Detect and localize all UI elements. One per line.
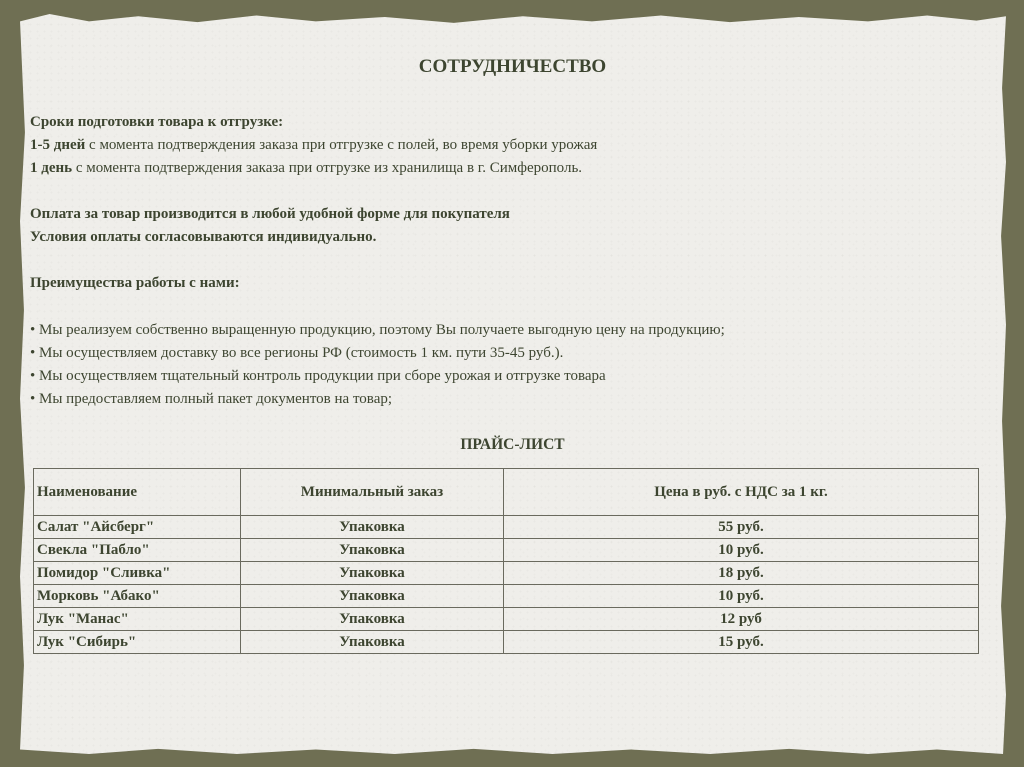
table-row <box>34 631 979 654</box>
price: 10 руб. <box>504 585 979 608</box>
min-order: Упаковка <box>241 539 504 562</box>
product-name: Морковь "Абако" <box>34 585 241 608</box>
product-name: Лук "Сибирь" <box>34 631 241 654</box>
min-order: Упаковка <box>241 608 504 631</box>
terms-item-1 <box>30 137 597 154</box>
product-name: Лук "Манас" <box>34 608 241 631</box>
price: 15 руб. <box>504 631 979 654</box>
payment-line-2: Условия оплаты согласовываются индивидуально. <box>30 229 377 245</box>
pricelist-title: ПРАЙС-ЛИСТ <box>460 436 565 453</box>
product-name: Помидор "Сливка" <box>34 562 241 585</box>
table-row <box>34 585 979 608</box>
column-header-price: Цена в руб. с НДС за 1 кг. <box>504 469 979 516</box>
table-row <box>34 516 979 539</box>
terms-heading: Сроки подготовки товара к отгрузке: <box>30 114 284 130</box>
payment-line-1: Оплата за товар производится в любой удобной форме для покупателя <box>30 206 510 222</box>
column-header-name: Наименование <box>34 469 241 516</box>
terms-item-1-text: с момента подтверждения заказа при отгрузке с полей, во время уборки урожая <box>85 137 598 153</box>
price: 10 руб. <box>504 539 979 562</box>
terms-item-2-text: с момента подтверждения заказа при отгрузке из хранилища в г. Симферополь. <box>72 160 583 176</box>
price: 18 руб. <box>504 562 979 585</box>
page-title: СОТРУДНИЧЕСТВО <box>418 56 607 77</box>
price: 55 руб. <box>504 516 979 539</box>
table-row <box>34 608 979 631</box>
terms-item-1-days: 1-5 дней <box>30 137 86 153</box>
advantage-item: • Мы предоставляем полный пакет документов на товар; <box>30 391 393 407</box>
price-table-header-row <box>34 469 979 516</box>
terms-item-2 <box>30 160 582 177</box>
advantages-heading: Преимущества работы с нами: <box>30 275 240 291</box>
terms-item-2-days: 1 день <box>30 160 73 176</box>
table-row <box>34 562 979 585</box>
table-row <box>34 539 979 562</box>
product-name: Салат "Айсберг" <box>34 516 241 539</box>
min-order: Упаковка <box>241 585 504 608</box>
advantage-item: • Мы осуществляем доставку во все регионы РФ (стоимость 1 км. пути 35-45 руб.). <box>30 345 564 361</box>
min-order: Упаковка <box>241 562 504 585</box>
min-order: Упаковка <box>241 631 504 654</box>
column-header-min-order: Минимальный заказ <box>241 469 504 516</box>
price-table <box>33 468 979 654</box>
product-name: Свекла "Пабло" <box>34 539 241 562</box>
advantage-item: • Мы осуществляем тщательный контроль продукции при сборе урожая и отгрузке товара <box>30 368 606 384</box>
min-order: Упаковка <box>241 516 504 539</box>
advantage-item: • Мы реализуем собственно выращенную продукцию, поэтому Вы получаете выгодную цену на продукцию; <box>30 322 725 338</box>
price: 12 руб <box>504 608 979 631</box>
